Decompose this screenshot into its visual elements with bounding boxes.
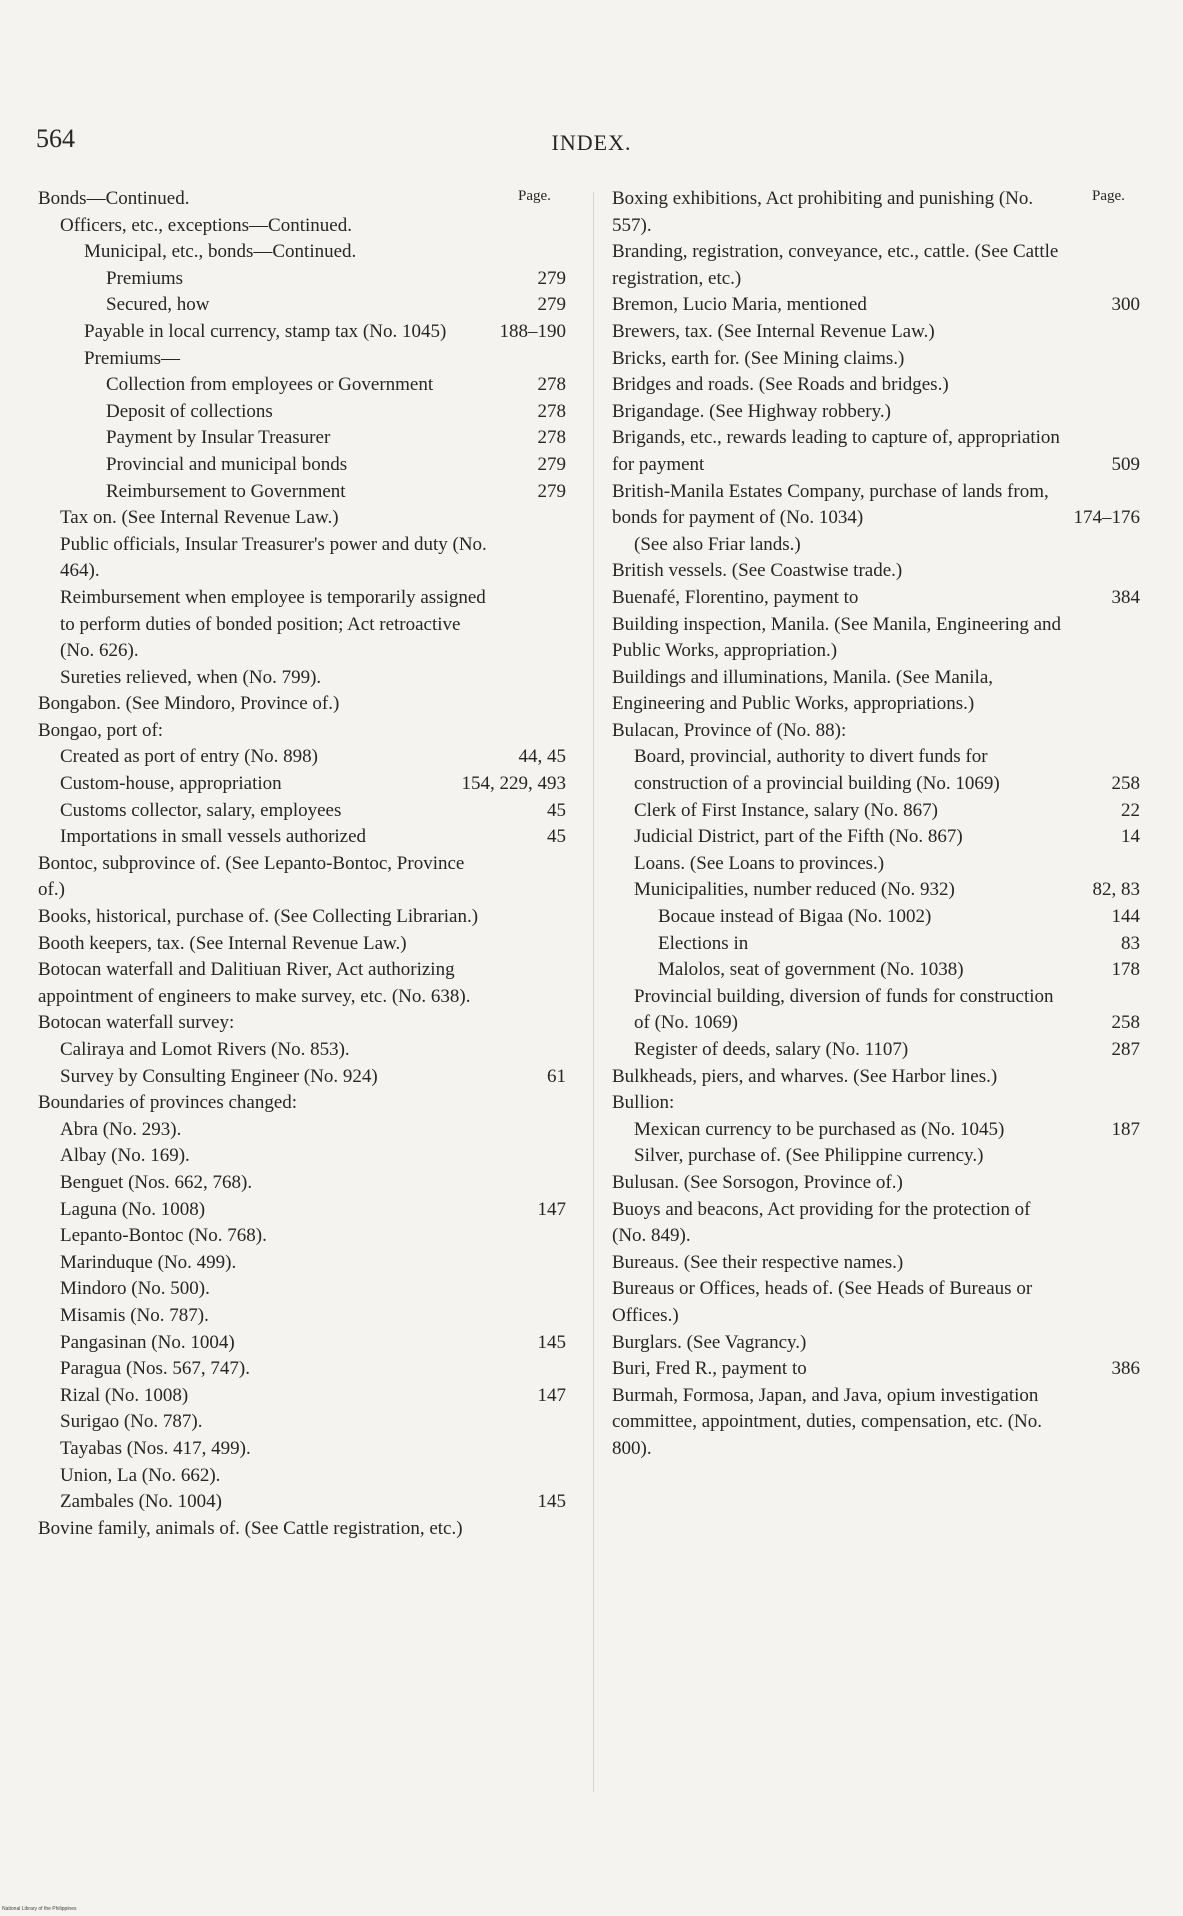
index-entry bbox=[38, 266, 566, 293]
index-entry-text: Misamis (No. 787). bbox=[60, 1304, 209, 1326]
index-entry-text: Abra (No. 293). bbox=[60, 1118, 182, 1140]
index-entry-text: Premiums— bbox=[84, 347, 181, 369]
index-entry bbox=[38, 399, 566, 426]
index-entry bbox=[612, 851, 1140, 878]
index-entry bbox=[38, 1037, 566, 1064]
index-entry bbox=[38, 1170, 566, 1197]
index-entry-text: Union, La (No. 662). bbox=[60, 1464, 221, 1486]
index-entry bbox=[612, 558, 1140, 585]
index-entry bbox=[612, 904, 1140, 931]
page-column-label-right: Page. bbox=[1092, 188, 1125, 204]
index-entry-text: Tax on. (See Internal Revenue Law.) bbox=[60, 507, 339, 529]
index-entry-text: Bullion: bbox=[612, 1092, 675, 1114]
index-entry bbox=[38, 1250, 566, 1277]
index-entry-text: Botocan waterfall survey: bbox=[38, 1012, 235, 1034]
index-entry bbox=[38, 1143, 566, 1170]
index-entry-text: Surigao (No. 787). bbox=[60, 1411, 203, 1433]
index-entry bbox=[38, 957, 566, 1010]
index-entry-text: Buoys and beacons, Act providing for the protection of (No. 849). bbox=[612, 1198, 1031, 1247]
page-column-label-left: Page. bbox=[518, 188, 551, 204]
index-entry bbox=[38, 665, 566, 692]
index-entry-text: Bulkheads, piers, and wharves. (See Harbor lines.) bbox=[612, 1065, 998, 1087]
index-column-right bbox=[612, 186, 1140, 1463]
index-entry bbox=[38, 585, 566, 665]
index-entry bbox=[612, 319, 1140, 346]
index-entry-page: 188–190 bbox=[499, 320, 566, 342]
index-entry-page: 278 bbox=[537, 427, 566, 449]
index-entry-page: 45 bbox=[547, 799, 566, 821]
index-entry bbox=[38, 1463, 566, 1490]
index-entry-text: Mindoro (No. 500). bbox=[60, 1278, 210, 1300]
index-entry-text: Bongao, port of: bbox=[38, 719, 164, 741]
index-entry-text: Bontoc, subprovince of. (See Lepanto-Bontoc, Province of.) bbox=[38, 852, 465, 901]
index-entry bbox=[612, 1170, 1140, 1197]
index-entry-text: Collection from employees or Government bbox=[106, 374, 434, 396]
index-entry-text: Rizal (No. 1008) bbox=[60, 1384, 189, 1406]
index-entry bbox=[38, 239, 566, 266]
index-entry-page: 45 bbox=[547, 826, 566, 848]
index-entry-page: 178 bbox=[1111, 959, 1140, 981]
index-entry-text: Malolos, seat of government (No. 1038) bbox=[658, 959, 964, 981]
index-entry-text: Building inspection, Manila. (See Manila, Engineering and Public Works, appropriation.) bbox=[612, 613, 1062, 662]
index-entry-text: Provincial building, diversion of funds for construction of (No. 1069) bbox=[634, 985, 1054, 1034]
index-entry bbox=[612, 1330, 1140, 1357]
index-entry-page: 147 bbox=[537, 1198, 566, 1220]
index-entry bbox=[38, 1489, 566, 1516]
index-entry bbox=[612, 399, 1140, 426]
index-entry-page: 82, 83 bbox=[1092, 879, 1140, 901]
footer-credit: National Library of the Philippines bbox=[2, 1906, 77, 1912]
index-entry-text: Register of deeds, salary (No. 1107) bbox=[634, 1039, 909, 1060]
index-entry-page: 386 bbox=[1111, 1358, 1140, 1380]
index-entry bbox=[38, 1223, 566, 1250]
index-entry-text: Laguna (No. 1008) bbox=[60, 1198, 206, 1220]
index-entry-text: Mexican currency to be purchased as (No. 1045) bbox=[634, 1118, 1005, 1140]
index-entry-text: Bulusan. (See Sorsogon, Province of.) bbox=[612, 1171, 903, 1193]
index-column-left bbox=[38, 186, 566, 1542]
index-entry bbox=[612, 665, 1140, 718]
index-entry-text: Judicial District, part of the Fifth (No. 867) bbox=[634, 826, 963, 848]
index-entry bbox=[38, 1276, 566, 1303]
index-entry bbox=[612, 744, 1140, 797]
index-entry-text: Boxing exhibitions, Act prohibiting and punishing (No. 557). bbox=[612, 188, 1034, 236]
index-entry-text: Albay (No. 169). bbox=[60, 1145, 190, 1167]
index-entry-page: 279 bbox=[537, 480, 566, 502]
index-entry bbox=[612, 1276, 1140, 1329]
index-entry bbox=[612, 532, 1140, 559]
index-entry-page: 287 bbox=[1111, 1039, 1140, 1060]
index-entry-text: Sureties relieved, when (No. 799). bbox=[60, 666, 322, 688]
index-entry-text: British vessels. (See Coastwise trade.) bbox=[612, 560, 903, 582]
index-entry-text: Lepanto-Bontoc (No. 768). bbox=[60, 1225, 267, 1247]
index-entry-text: Burglars. (See Vagrancy.) bbox=[612, 1331, 807, 1353]
index-entry bbox=[38, 1356, 566, 1383]
index-entry bbox=[612, 346, 1140, 373]
index-entry-page: 145 bbox=[537, 1491, 566, 1513]
index-entry-page: 44, 45 bbox=[518, 746, 566, 768]
index-entry-text: Zambales (No. 1004) bbox=[60, 1491, 222, 1513]
index-entry-text: Bureaus or Offices, heads of. (See Heads of Bureaus or Offices.) bbox=[612, 1278, 1033, 1326]
index-entry-text: Public officials, Insular Treasurer's power and duty (No. 464). bbox=[60, 533, 487, 582]
index-entry-text: Provincial and municipal bonds bbox=[106, 453, 348, 475]
index-entry bbox=[612, 372, 1140, 399]
index-entry-text: Brigands, etc., rewards leading to capture of, appropriation for payment bbox=[612, 427, 1060, 475]
index-entry-text: Elections in bbox=[658, 932, 749, 954]
index-entry-page: 145 bbox=[537, 1331, 566, 1353]
index-entry-text: Created as port of entry (No. 898) bbox=[60, 746, 319, 768]
index-entry-text: Board, provincial, authority to divert funds for construction of a provincial building (No. 1069) bbox=[634, 746, 1000, 795]
index-entry bbox=[38, 771, 566, 798]
index-entry-page: 279 bbox=[537, 294, 566, 316]
index-entry-text: Survey by Consulting Engineer (No. 924) bbox=[60, 1065, 378, 1087]
index-entry bbox=[612, 1090, 1140, 1117]
index-entry bbox=[612, 1064, 1140, 1091]
index-entry-text: Books, historical, purchase of. (See Collecting Librarian.) bbox=[38, 906, 479, 928]
index-entry bbox=[38, 505, 566, 532]
index-entry bbox=[612, 824, 1140, 851]
index-entry bbox=[38, 1516, 566, 1543]
index-entry bbox=[38, 372, 566, 399]
index-entry bbox=[38, 851, 566, 904]
index-entry-text: Brewers, tax. (See Internal Revenue Law.) bbox=[612, 320, 935, 342]
page-number: 564 bbox=[36, 124, 75, 153]
index-entry-page: 61 bbox=[547, 1065, 566, 1087]
index-entry-page: 384 bbox=[1111, 586, 1140, 608]
index-entry bbox=[38, 1197, 566, 1224]
index-entry bbox=[612, 186, 1140, 239]
index-entry-text: Municipal, etc., bonds—Continued. bbox=[84, 241, 357, 263]
index-entry bbox=[612, 798, 1140, 825]
index-entry bbox=[38, 1436, 566, 1463]
index-entry bbox=[38, 1064, 566, 1091]
index-entry bbox=[612, 957, 1140, 984]
index-entry-text: Bocaue instead of Bigaa (No. 1002) bbox=[658, 906, 932, 928]
index-entry bbox=[38, 718, 566, 745]
index-entry-page: 278 bbox=[537, 400, 566, 422]
index-entry-text: Paragua (Nos. 567, 747). bbox=[60, 1358, 250, 1380]
index-entry-text: Bremon, Lucio Maria, mentioned bbox=[612, 294, 867, 316]
index-entry bbox=[38, 186, 566, 213]
index-entry bbox=[38, 346, 566, 373]
index-entry-page: 187 bbox=[1111, 1118, 1140, 1140]
index-entry-text: Boundaries of provinces changed: bbox=[38, 1092, 298, 1114]
index-entry-text: Marinduque (No. 499). bbox=[60, 1251, 237, 1273]
index-entry-text: Payment by Insular Treasurer bbox=[106, 427, 331, 449]
index-entry bbox=[612, 479, 1140, 532]
index-entry bbox=[38, 824, 566, 851]
index-entry-text: Buenafé, Florentino, payment to bbox=[612, 586, 859, 608]
index-entry-page: 278 bbox=[537, 374, 566, 396]
index-entry-text: Premiums bbox=[106, 267, 184, 289]
index-entry-text: Bridges and roads. (See Roads and bridges.) bbox=[612, 374, 949, 396]
index-entry-page: 154, 229, 493 bbox=[461, 773, 566, 795]
index-entry bbox=[612, 718, 1140, 745]
index-entry bbox=[38, 1409, 566, 1436]
index-entry bbox=[612, 1037, 1140, 1064]
index-entry bbox=[38, 1010, 566, 1037]
index-entry bbox=[612, 1356, 1140, 1383]
index-entry-text: Officers, etc., exceptions—Continued. bbox=[60, 214, 352, 236]
index-entry-page: 258 bbox=[1111, 773, 1140, 795]
index-entry-text: Reimbursement when employee is temporarily assigned to perform duties of bonded position; Act retroactive (No. 626). bbox=[60, 586, 486, 662]
index-entry bbox=[38, 1117, 566, 1144]
index-entry bbox=[38, 691, 566, 718]
index-entry-text: Reimbursement to Government bbox=[106, 480, 346, 502]
index-entry-text: (See also Friar lands.) bbox=[634, 533, 801, 555]
index-entry-text: Bongabon. (See Mindoro, Province of.) bbox=[38, 693, 340, 715]
index-entry-text: Importations in small vessels authorized bbox=[60, 826, 367, 848]
index-entry bbox=[38, 532, 566, 585]
index-entry-text: Deposit of collections bbox=[106, 400, 273, 422]
index-entry bbox=[38, 452, 566, 479]
index-entry bbox=[38, 1303, 566, 1330]
index-entry bbox=[612, 1143, 1140, 1170]
index-entry-text: Buildings and illuminations, Manila. (See Manila, Engineering and Public Works, appropriations.) bbox=[612, 666, 994, 715]
index-entry-text: Bulacan, Province of (No. 88): bbox=[612, 719, 847, 741]
index-entry-text: Custom-house, appropriation bbox=[60, 773, 282, 795]
index-entry bbox=[612, 1117, 1140, 1144]
index-entry-page: 147 bbox=[537, 1384, 566, 1406]
index-entry-text: Clerk of First Instance, salary (No. 867) bbox=[634, 799, 938, 821]
index-entry bbox=[612, 931, 1140, 958]
index-entry-text: Caliraya and Lomot Rivers (No. 853). bbox=[60, 1039, 350, 1060]
index-entry-text: Botocan waterfall and Dalitiuan River, Act authorizing appointment of engineers to make survey, etc. (No. 638). bbox=[38, 959, 471, 1007]
index-entry-text: Burmah, Formosa, Japan, and Java, opium investigation committee, appointment, duties, compensation, etc. (No. 800). bbox=[612, 1384, 1043, 1459]
index-entry bbox=[38, 292, 566, 319]
index-entry-text: Secured, how bbox=[106, 294, 210, 316]
index-entry-text: Customs collector, salary, employees bbox=[60, 799, 342, 821]
index-entry-text: Bovine family, animals of. (See Cattle registration, etc.) bbox=[38, 1517, 463, 1539]
index-entry bbox=[38, 904, 566, 931]
index-entry-page: 14 bbox=[1121, 826, 1140, 848]
index-entry bbox=[612, 612, 1140, 665]
index-entry bbox=[38, 479, 566, 506]
index-entry-page: 174–176 bbox=[1073, 507, 1140, 529]
index-entry bbox=[612, 425, 1140, 478]
index-entry bbox=[612, 239, 1140, 292]
index-entry bbox=[612, 1197, 1140, 1250]
column-divider bbox=[593, 192, 594, 1792]
index-entry-text: British-Manila Estates Company, purchase of lands from, bonds for payment of (No. 1034) bbox=[612, 480, 1049, 529]
index-entry-text: Municipalities, number reduced (No. 932) bbox=[634, 879, 955, 901]
index-entry-text: Buri, Fred R., payment to bbox=[612, 1358, 807, 1380]
index-entry bbox=[38, 1090, 566, 1117]
index-entry bbox=[38, 798, 566, 825]
index-entry bbox=[38, 213, 566, 240]
index-entry bbox=[612, 1383, 1140, 1463]
index-entry bbox=[612, 1250, 1140, 1277]
index-entry-text: Bricks, earth for. (See Mining claims.) bbox=[612, 347, 905, 369]
index-entry-page: 279 bbox=[537, 453, 566, 475]
index-entry-text: Payable in local currency, stamp tax (No. 1045) bbox=[84, 320, 447, 342]
index-entry bbox=[38, 931, 566, 958]
index-entry-text: Loans. (See Loans to provinces.) bbox=[634, 852, 885, 874]
index-entry bbox=[612, 984, 1140, 1037]
index-entry-page: 258 bbox=[1111, 1012, 1140, 1034]
index-entry bbox=[38, 319, 566, 346]
page-title: INDEX. bbox=[551, 130, 632, 155]
index-entry-text: Brigandage. (See Highway robbery.) bbox=[612, 400, 891, 422]
index-entry-text: Tayabas (Nos. 417, 499). bbox=[60, 1437, 251, 1459]
index-entry-text: Bureaus. (See their respective names.) bbox=[612, 1251, 904, 1273]
index-entry-text: Bonds—Continued. bbox=[38, 188, 190, 209]
index-entry-text: Booth keepers, tax. (See Internal Revenue Law.) bbox=[38, 932, 407, 954]
index-entry-text: Branding, registration, conveyance, etc., cattle. (See Cattle registration, etc.) bbox=[612, 241, 1059, 289]
index-entry-page: 509 bbox=[1111, 453, 1140, 475]
index-entry bbox=[38, 425, 566, 452]
index-entry-page: 22 bbox=[1121, 799, 1140, 821]
index-entry bbox=[612, 877, 1140, 904]
index-entry bbox=[38, 1330, 566, 1357]
index-entry-page: 279 bbox=[537, 267, 566, 289]
index-entry-page: 83 bbox=[1121, 932, 1140, 954]
index-entry bbox=[38, 1383, 566, 1410]
index-entry-page: 300 bbox=[1111, 294, 1140, 316]
index-entry bbox=[38, 744, 566, 771]
index-entry-text: Silver, purchase of. (See Philippine currency.) bbox=[634, 1145, 984, 1167]
index-entry bbox=[612, 292, 1140, 319]
index-entry-text: Pangasinan (No. 1004) bbox=[60, 1331, 235, 1353]
index-entry-text: Benguet (Nos. 662, 768). bbox=[60, 1171, 253, 1193]
index-entry-page: 144 bbox=[1111, 906, 1140, 928]
index-entry bbox=[612, 585, 1140, 612]
